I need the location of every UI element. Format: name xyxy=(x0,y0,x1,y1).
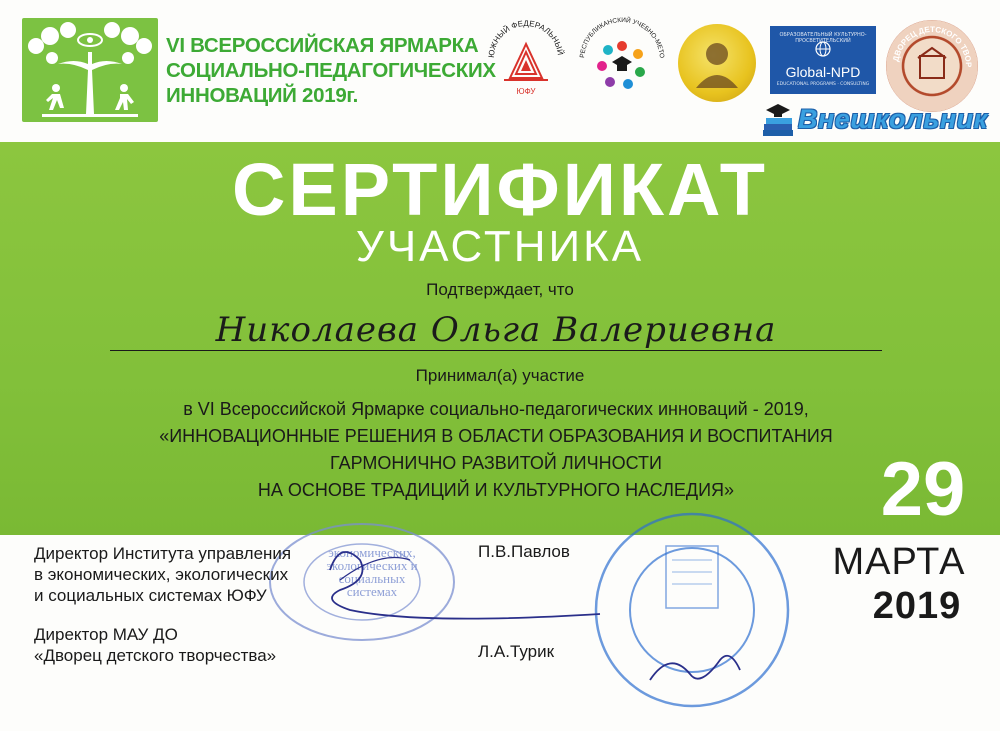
fair-title xyxy=(166,33,496,108)
sfedu-abbr: ЮФУ xyxy=(516,87,536,96)
signer-title-line: Директор Института управления xyxy=(34,544,292,563)
signer-title-line: Директор МАУ ДО xyxy=(34,625,178,644)
name-underline xyxy=(110,350,882,351)
portrait-icon xyxy=(678,24,756,102)
event-description xyxy=(96,396,896,504)
npd-small-text: ОБРАЗОВАТЕЛЬНЫЙ КУЛЬТУРНО-ПРОСВЕТИТЕЛЬСКИЙ xyxy=(779,32,867,44)
vneshkolnik-logo xyxy=(760,98,988,140)
fair-title-line: ИННОВАЦИЙ 2019г. xyxy=(166,84,359,107)
npd-sub-text: EDUCATIONAL PROGRAMS · CONSULTING xyxy=(776,82,870,87)
stamp-line: экологических и xyxy=(326,558,418,573)
chekhov-medal-logo xyxy=(678,24,756,102)
date-month: МАРТА xyxy=(832,541,966,583)
event-line: НА ОСНОВЕ ТРАДИЦИЙ И КУЛЬТУРНОГО НАСЛЕДИЯ» xyxy=(257,480,735,500)
stamp-line: системах xyxy=(346,584,398,599)
event-line: «ИННОВАЦИОННЫЕ РЕШЕНИЯ В ОБЛАСТИ ОБРАЗОВАНИЯ И ВОСПИТАНИЯ xyxy=(159,426,833,446)
date-day: 29 xyxy=(880,447,966,532)
fair-logo xyxy=(22,18,158,122)
signer-2-name: Л.А.Турик xyxy=(478,642,555,661)
svg-text:ДВОРЕЦ ДЕТСКОГО ТВОРЧЕСТВА xyxy=(886,20,973,68)
methodical-center-emblem-icon xyxy=(578,16,666,104)
confirms-text: Подтверждает, что xyxy=(426,280,574,299)
sfedu-ring-text: ЮЖНЫЙ ФЕДЕРАЛЬНЫЙ xyxy=(486,18,565,59)
ddt-ring-text: ДВОРЕЦ ДЕТСКОГО ТВОР xyxy=(891,24,974,68)
stamp-line: социальных xyxy=(338,571,406,586)
vneshkolnik-wordmark: Внешкольник xyxy=(798,104,988,134)
signer-1-name: П.В.Павлов xyxy=(478,542,570,561)
recipient-name: Николаева Ольга Валериевна xyxy=(215,310,777,350)
date-year: 2019 xyxy=(872,585,962,627)
stamp-line: экономических, xyxy=(328,545,416,560)
fair-title-line: СОЦИАЛЬНО-ПЕДАГОГИЧЕСКИХ xyxy=(166,59,496,82)
palace-stamp-icon xyxy=(586,510,798,710)
signer-title-line: в экономических, экологических xyxy=(34,565,289,584)
sfedu-emblem-icon xyxy=(486,14,566,104)
university-stamp-text xyxy=(322,546,422,598)
event-line: ГАРМОНИЧНО РАЗВИТОЙ ЛИЧНОСТИ xyxy=(330,453,662,473)
signer-title-line: и социальных системах ЮФУ xyxy=(34,586,267,605)
signer-2-title xyxy=(34,624,276,666)
certificate-title: СЕРТИФИКАТ xyxy=(231,148,769,231)
center-ring-text: РЕСПУБЛИКАНСКИЙ УЧЕБНО-МЕТО xyxy=(579,16,666,59)
sfedu-logo xyxy=(486,14,566,104)
fair-title-line: VI ВСЕРОССИЙСКАЯ ЯРМАРКА xyxy=(166,34,479,57)
event-line: в VI Всероссийской Ярмарке социально-педагогических инноваций - 2019, xyxy=(183,399,809,419)
signature-turik-icon xyxy=(640,640,760,700)
signer-title-line: «Дворец детского творчества» xyxy=(34,646,277,665)
books-icon xyxy=(760,100,796,138)
npd-name: Global-NPD xyxy=(785,64,861,80)
methodical-center-logo xyxy=(578,16,666,104)
svg-text:РЕСПУБЛИКАНСКИЙ УЧЕБНО-МЕТОДИЧ xyxy=(578,16,665,58)
certificate-subtitle: УЧАСТНИКА xyxy=(355,222,645,271)
participated-text: Принимал(а) участие xyxy=(415,366,585,385)
signer-1-title xyxy=(34,543,291,606)
globe-icon xyxy=(814,40,832,58)
tree-icon xyxy=(22,18,158,122)
global-npd-logo xyxy=(770,26,876,94)
